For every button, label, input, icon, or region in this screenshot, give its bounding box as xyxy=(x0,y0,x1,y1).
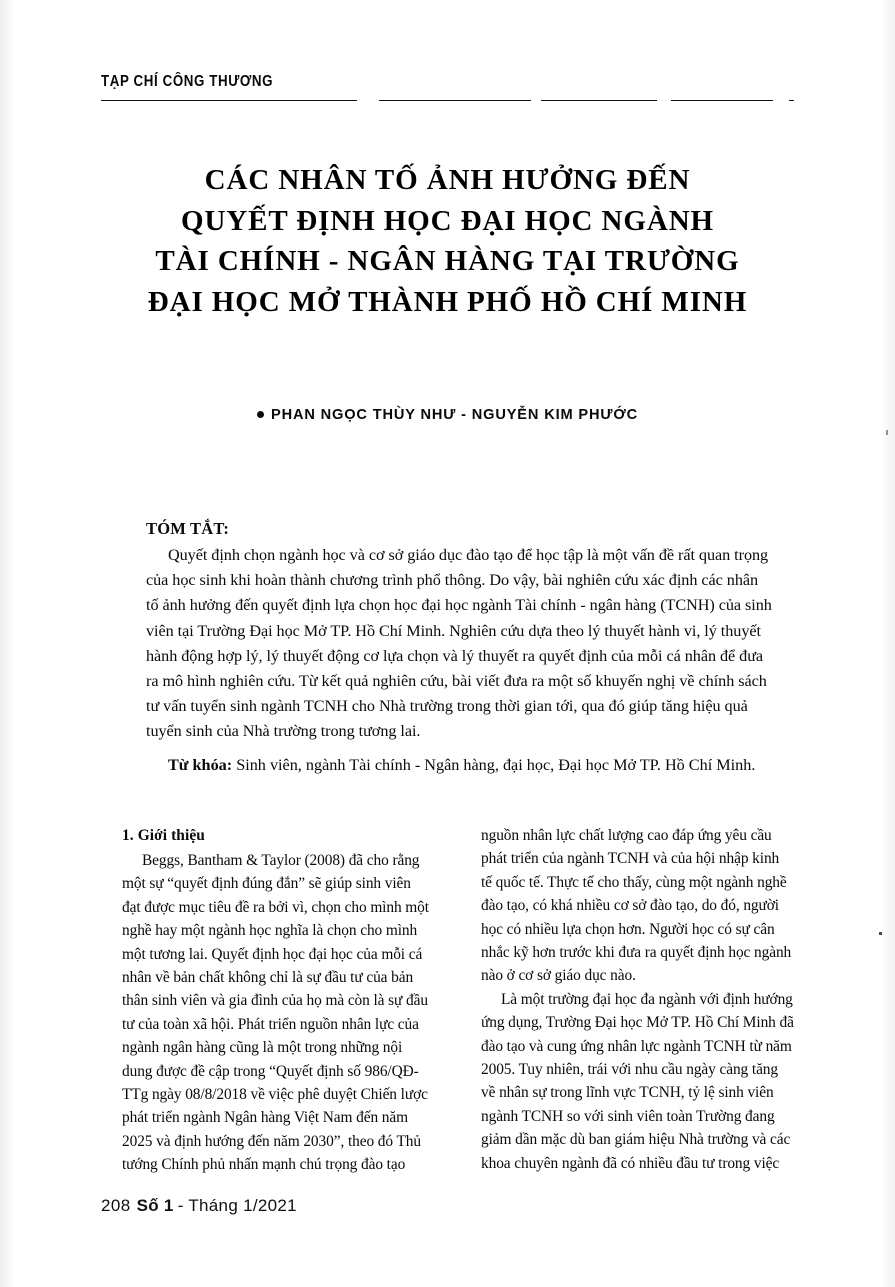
body-line: nguồn nhân lực chất lượng cao đáp ứng yêu cầu xyxy=(481,827,772,844)
page-footer xyxy=(101,1196,297,1216)
body-line: tư của toàn xã hội. Phát triển nguồn nhân lực của xyxy=(122,1015,419,1033)
masthead xyxy=(101,72,801,98)
body-line: phát triển ngành Ngân hàng Việt Nam đến năm xyxy=(122,1109,408,1127)
abstract-line: viên tại Trường Đại học Mở TP. Hồ Chí Minh. Nghiên cứu dựa theo lý thuyết hành vi, lý thuyết xyxy=(146,621,761,640)
body-line: phát triển của ngành TCNH và của hội nhập kinh xyxy=(481,850,780,868)
abstract-line: ra mô hình nghiên cứu. Từ kết quả nghiên cứu, bài viết đưa ra một số khuyến nghị về chính sách xyxy=(146,672,767,691)
abstract-line: tuyển sinh của Nhà trường trong tương lai. xyxy=(146,722,421,741)
page-number: 208 xyxy=(101,1196,131,1215)
keywords-label: Từ khóa: xyxy=(168,755,233,774)
bullet-icon xyxy=(257,411,264,418)
scan-speck xyxy=(879,932,882,935)
abstract-line: tố ảnh hưởng đến quyết định lựa chọn học đại học ngành Tài chính - ngân hàng (TCNH) của sinh xyxy=(146,596,772,615)
title-line-3: TÀI CHÍNH - NGÂN HÀNG TẠI TRƯỜNG xyxy=(155,245,740,277)
keywords-text: Sinh viên, ngành Tài chính - Ngân hàng, đại học, Đại học Mở TP. Hồ Chí Minh. xyxy=(236,755,756,774)
body-line: một tương lai. Quyết định học đại học của mỗi cá xyxy=(122,945,423,963)
masthead-rule xyxy=(101,100,794,101)
body-line: nhân về bản chất không chỉ là sự đầu tư của bản xyxy=(122,969,414,987)
body-line: học có nhiều lựa chọn hơn. Người học có sự cân xyxy=(481,920,775,938)
body-line: ứng dụng, Trường Đại học Mở TP. Hồ Chí Minh đã xyxy=(481,1014,794,1032)
body-line: nghề hay một ngành học nghĩa là chọn cho mình xyxy=(122,922,418,940)
title-line-4: ĐẠI HỌC MỞ THÀNH PHỐ HỒ CHÍ MINH xyxy=(147,285,748,318)
abstract-heading: TÓM TẮT: xyxy=(146,519,230,538)
body-line: tế quốc tế. Thực tế cho thấy, cùng một ngành nghề xyxy=(481,873,787,891)
abstract-section xyxy=(146,518,792,778)
body-line: ngành TCNH so với sinh viên toàn Trường đang xyxy=(481,1107,775,1125)
author-byline xyxy=(60,407,835,423)
body-line: khoa chuyên ngành đã có nhiều đầu tư trong việc xyxy=(481,1154,780,1172)
section-heading-intro: 1. Giới thiệu xyxy=(122,827,205,844)
scan-edge-shadow-right xyxy=(881,0,895,1287)
masthead-title: TẠP CHÍ CÔNG THƯƠNG xyxy=(101,73,274,90)
title-line-2: QUYẾT ĐỊNH HỌC ĐẠI HỌC NGÀNH xyxy=(180,204,714,237)
body-line: Beggs, Bantham & Taylor (2008) đã cho rằng xyxy=(142,852,420,869)
author-names: PHAN NGỌC THÙY NHƯ - NGUYỄN KIM PHƯỚC xyxy=(270,407,639,423)
body-line: đạt được mục tiêu đề ra bởi vì, chọn cho mình một xyxy=(122,898,429,916)
body-line: tướng Chính phủ nhấn mạnh chú trọng đào tạo xyxy=(122,1156,406,1174)
left-column xyxy=(122,824,435,1177)
article-title xyxy=(60,160,835,322)
body-line: giảm dần mặc dù ban giám hiệu Nhà trường và các xyxy=(481,1131,791,1149)
abstract-line: hành động hợp lý, lý thuyết động cơ lựa chọn và lý thuyết ra quyết định của mỗi cá nhân để đưa xyxy=(146,646,764,665)
body-line: 2005. Tuy nhiên, trái với nhu cầu ngày càng tăng xyxy=(481,1061,779,1079)
body-columns xyxy=(122,824,794,1174)
title-line-1: CÁC NHÂN TỐ ẢNH HƯỞNG ĐẾN xyxy=(204,164,691,196)
body-line: ngành ngân hàng cũng là một trong những nội xyxy=(122,1039,403,1057)
issue-date: - Tháng 1/2021 xyxy=(177,1196,297,1215)
issue-number: Số 1 xyxy=(136,1196,174,1215)
body-line: đào tạo, có khá nhiều cơ sở đào tạo, do đó, người xyxy=(481,897,779,915)
body-line: nào ở cơ sở giáo dục nào. xyxy=(481,967,636,985)
body-line: thân sinh viên và gia đình của họ mà còn là sự đầu xyxy=(122,992,428,1010)
abstract-line: Quyết định chọn ngành học và cơ sở giáo dục đào tạo để học tập là một vấn đề rất quan trọng xyxy=(168,546,769,564)
scan-edge-shadow-left xyxy=(0,0,14,1287)
scan-speck xyxy=(886,430,888,435)
abstract-line: tư vấn tuyển sinh ngành TCNH cho Nhà trường trong thời gian tới, qua đó giúp tăng hiệu quả xyxy=(146,697,748,716)
keywords-line xyxy=(146,753,792,778)
body-line: về nhân sự trong lĩnh vực TCNH, tỷ lệ sinh viên xyxy=(481,1084,774,1102)
right-column xyxy=(481,824,794,1175)
body-line: nhắc kỹ hơn trước khi đưa ra quyết định học ngành xyxy=(481,944,792,962)
body-line: Là một trường đại học đa ngành với định hướng xyxy=(501,990,793,1008)
body-line: TTg ngày 08/8/2018 về việc phê duyệt Chiến lược xyxy=(122,1086,428,1104)
body-line: đào tạo và cung ứng nhân lực ngành TCNH từ năm xyxy=(481,1037,792,1055)
body-line: một sự “quyết định đúng đắn” sẽ giúp sinh viên xyxy=(122,875,411,893)
body-line: dung được đề cập trong “Quyết định số 986/QĐ- xyxy=(122,1062,419,1080)
abstract-line: của học sinh khi hoàn thành chương trình phổ thông. Do vậy, bài nghiên cứu xác định các nhân xyxy=(146,571,759,590)
body-line: 2025 và định hướng đến năm 2030”, theo đó Thủ xyxy=(122,1132,421,1150)
